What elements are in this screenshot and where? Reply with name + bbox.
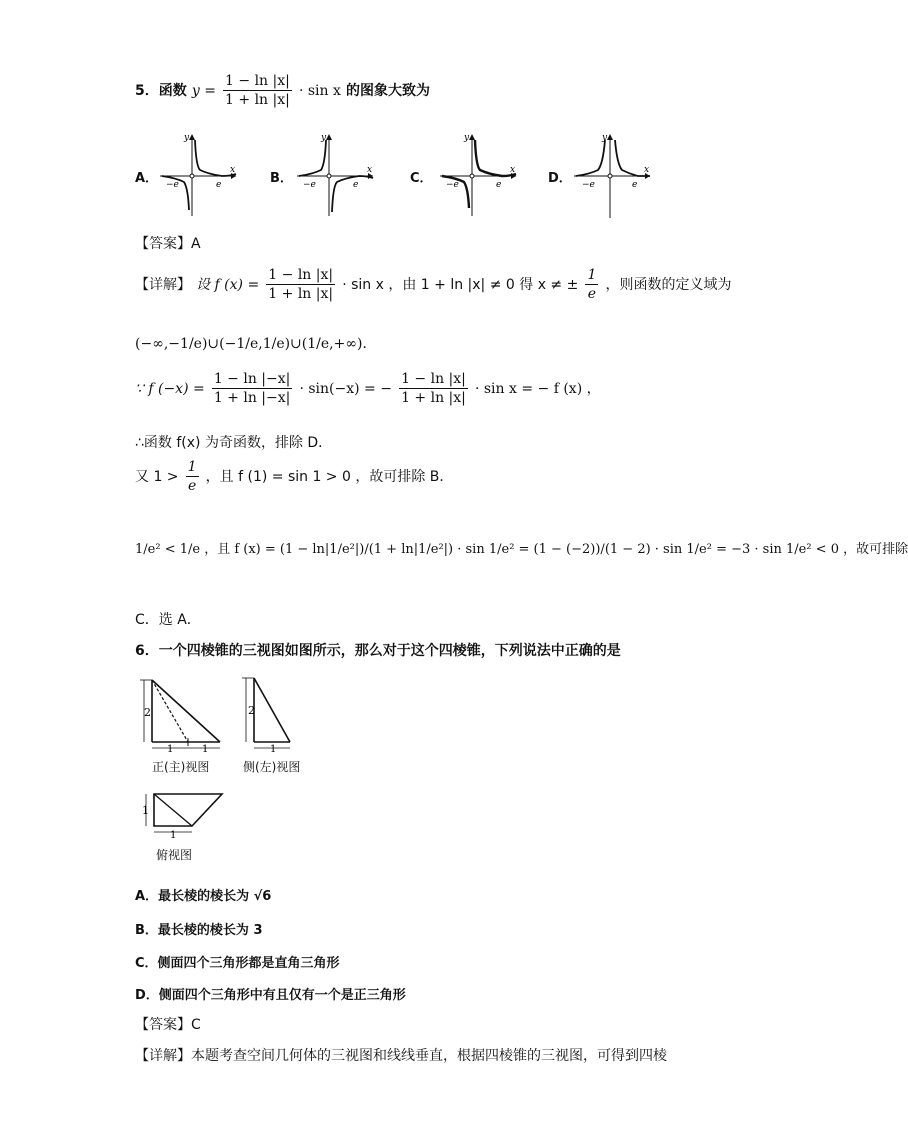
q6-top-dim-1-vert: 1 — [142, 804, 149, 817]
q5-c-tick-left: −e — [446, 180, 459, 190]
q5-b-y-label: y — [321, 133, 327, 143]
q5-b-tick-left: −e — [303, 180, 316, 190]
q6-front-dim-1b: 1 — [202, 744, 209, 755]
q5-stem-prefix: 函数 — [158, 83, 187, 99]
q5-b-tick-right: e — [353, 180, 359, 190]
q5-c-x-label: x — [510, 165, 516, 175]
q6-side-caption: 侧(左)视图 — [243, 760, 301, 774]
q6-side-dim-2: 2 — [248, 704, 255, 717]
q6-top-caption: 俯视图 — [156, 848, 193, 862]
q5-odd-line — [135, 370, 601, 407]
q5-line-b-a: 又 1 > — [135, 469, 179, 485]
q6-option-c — [135, 952, 340, 971]
q5-a-x-label: x — [230, 165, 236, 175]
q5-odd-frac2 — [399, 370, 468, 407]
q6-front-dim-1a: 1 — [167, 744, 174, 755]
q5-a-tick-right: e — [216, 180, 222, 190]
q5-detail-l1-a: 设 f (x) = — [196, 277, 260, 293]
q5-answer-value: A — [191, 236, 201, 252]
q5-frac-den: 1 + ln |x| — [225, 92, 290, 108]
q5-odd-a: ∵ f (−x) = — [135, 381, 205, 397]
q6-side-dim-1: 1 — [270, 744, 277, 755]
q6-option-a — [135, 885, 271, 904]
q5-d-tick-right: e — [632, 180, 638, 190]
q5-option-c-label: C． — [410, 171, 433, 186]
q5-detail-l1-b: · sin x ，由 1 + ln |x| ≠ 0 得 x ≠ ± — [342, 277, 579, 293]
q5-graph-a — [158, 130, 240, 218]
q5-domain-line: (−∞,−1/e)∪(−1/e,1/e)∪(1/e,+∞)． — [135, 336, 377, 352]
q5-graph-b — [295, 130, 377, 218]
q5-odd-num2: 1 − ln |x| — [401, 371, 466, 387]
q6-number: 6． — [135, 643, 159, 659]
q5-detail-l1-den: 1 + ln |x| — [268, 286, 334, 302]
q5-odd-c: · sin x = − f (x) ， — [474, 381, 601, 397]
q5-line-b-b: ，且 f (1) = sin 1 > 0 ，故可排除 B． — [205, 469, 454, 485]
q5-odd-num1: 1 − ln |−x| — [213, 371, 291, 387]
q5-odd-frac1 — [212, 370, 293, 407]
q5-c-y-label: y — [464, 133, 470, 143]
q5-d-tick-left: −e — [582, 180, 595, 190]
q5-sinx: · sin x — [298, 83, 341, 99]
q6-option-b-label: B． — [135, 923, 158, 938]
q5-stem — [135, 72, 430, 109]
q5-detail-tag: 【详解】 — [135, 277, 191, 293]
q6-option-c-text: 侧面四个三角形都是直角三角形 — [157, 956, 340, 971]
q6-option-d — [135, 984, 406, 1003]
q6-option-d-label: D． — [135, 988, 159, 1003]
q5-detail-l1-small-frac — [585, 266, 598, 303]
q5-detail-l1-num: 1 − ln |x| — [268, 267, 334, 283]
q6-front-dim-2: 2 — [144, 706, 151, 719]
q5-a-y-label: y — [184, 133, 190, 143]
q5-y-eq: y = — [191, 83, 216, 99]
q5-detail-l1-c: ，则函数的定义域为 — [605, 277, 732, 293]
q5-option-a-label: A． — [135, 171, 159, 186]
q6-option-b-text: 最长棱的棱长为 3 — [157, 923, 263, 938]
q6-answer-tag: 【答案】 — [135, 1017, 191, 1033]
q5-odd-b: · sin(−x) = − — [299, 381, 392, 397]
q6-top-view — [140, 790, 230, 840]
q6-option-d-text: 侧面四个三角形中有且仅有一个是正三角形 — [158, 988, 406, 1003]
q6-answer — [135, 1014, 201, 1034]
q5-detail-line1 — [135, 266, 731, 303]
q5-line-b — [135, 458, 453, 495]
q5-detail-l1-fnum: 1 — [587, 267, 597, 283]
q6-option-c-label: C． — [135, 956, 158, 971]
q5-odd-den1: 1 + ln |−x| — [213, 390, 291, 406]
q6-stem-line — [135, 640, 621, 660]
q5-d-x-label: x — [644, 165, 650, 175]
q6-detail-tag: 【详解】 — [135, 1048, 191, 1064]
q5-fraction — [223, 72, 292, 109]
q5-line-b-fnum: 1 — [187, 459, 197, 475]
q6-option-a-text: 最长棱的棱长为 √6 — [158, 889, 272, 904]
q5-frac-num: 1 − ln |x| — [225, 73, 290, 89]
q6-front-view — [140, 672, 230, 755]
q6-option-b — [135, 919, 263, 938]
q5-odd-conclusion: ∴函数 f(x) 为奇函数，排除 D． — [135, 435, 333, 451]
q5-graph-d — [572, 130, 654, 218]
q5-stem-suffix: 的图象大致为 — [345, 83, 430, 99]
q5-b-x-label: x — [367, 165, 373, 175]
q6-detail-text: 本题考查空间几何体的三视图和线线垂直，根据四棱锥的三视图，可得到四棱 — [191, 1048, 667, 1064]
q6-side-view — [240, 672, 310, 755]
q5-line-c-end: C．选 A． — [135, 612, 201, 628]
q5-detail-l1-fraction — [266, 266, 335, 303]
q5-a-tick-left: −e — [166, 180, 179, 190]
q5-graph-c — [438, 130, 520, 218]
q6-stem: 一个四棱锥的三视图如图所示，那么对于这个四棱锥，下列说法中正确的是 — [158, 643, 621, 659]
q5-line-c: 1/e² < 1/e ，且 f (x) = (1 − ln|1/e²|)/(1 + ln|1/e²|) · sin 1/e² = (1 − (−2))/(1 − 2) · sin 1/e² = −3 · sin 1/e² < 0 ，故可排除 — [135, 542, 908, 557]
q6-answer-value: C — [191, 1017, 201, 1033]
q5-c-tick-right: e — [496, 180, 502, 190]
q6-option-a-label: A． — [135, 889, 159, 904]
q5-number: 5． — [135, 83, 159, 99]
q6-top-dim-1-horiz: 1 — [170, 830, 177, 841]
q5-option-d-label: D． — [548, 171, 572, 186]
q5-line-b-fden: e — [187, 478, 197, 494]
q5-d-y-label: y — [602, 133, 608, 143]
q5-option-b-label: B． — [270, 171, 293, 186]
q5-answer-tag: 【答案】 — [135, 236, 191, 252]
q5-odd-den2: 1 + ln |x| — [401, 390, 466, 406]
q5-line-b-frac — [186, 458, 199, 495]
q6-detail — [135, 1045, 667, 1065]
q5-answer — [135, 233, 201, 253]
q6-front-caption: 正(主)视图 — [152, 760, 210, 774]
q5-detail-l1-fden: e — [587, 286, 597, 302]
